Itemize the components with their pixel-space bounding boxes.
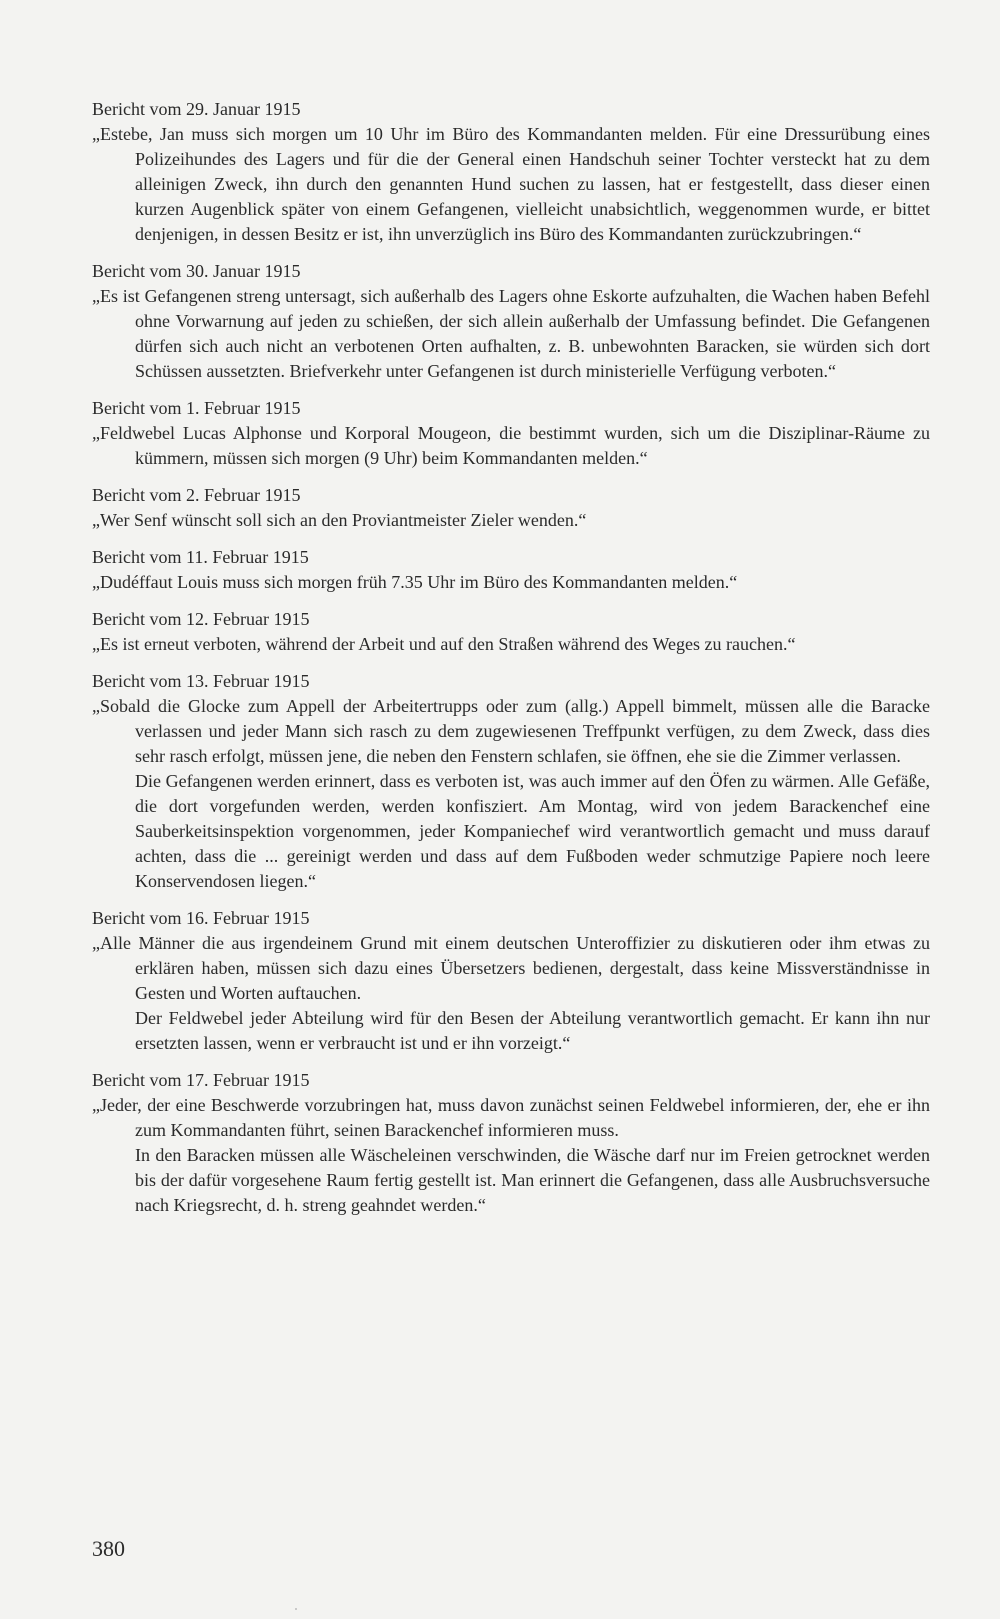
report-text: „Es ist Gefangenen streng untersagt, sich außerhalb des Lagers ohne Eskorte aufzuhalten, die Wachen haben Befehl ohne Vorwarnung auf jeden zu schießen, der sich allein außerhalb der Umfassung befindet. Die Gefangenen dürfen sich auch nicht an verbotenen Orten aufhalten, z. B. unbewohnten Baracken, sie würden sich dort Schüssen aussetzten. Briefverkehr unter Gefangenen ist durch ministerielle Verfügung verboten.“ <box>92 286 930 381</box>
report-heading: Bericht vom 30. Januar 1915 <box>92 261 301 281</box>
report-text: „Dudéffaut Louis muss sich morgen früh 7.35 Uhr im Büro des Kommandanten melden.“ <box>92 572 738 592</box>
report-text: „Sobald die Glocke zum Appell der Arbeitertrupps oder zum (allg.) Appell bimmelt, müssen alle die Baracke verlassen und jeder Mann sich rasch zu dem zugewiesenen Treffpunkt verfügen, zu dem Zweck, dass dies sehr rasch erfolgt, müssen jene, die neben den Fenstern schlafen, sie öffnen, ehe sie die Zimmer verlassen. <box>92 696 930 766</box>
report-text: „Alle Männer die aus irgendeinem Grund mit einem deutschen Unteroffizier zu diskutieren oder ihm etwas zu erklären haben, müssen sich dazu eines Übersetzers bedienen, dergestalt, dass keine Missverständnisse in Gesten und Worten auftauchen. <box>92 933 930 1003</box>
report-entry <box>92 607 930 657</box>
report-heading: Bericht vom 29. Januar 1915 <box>92 99 301 119</box>
report-text: „Wer Senf wünscht soll sich an den Proviantmeister Zieler wenden.“ <box>92 510 587 530</box>
report-entry <box>92 483 930 533</box>
report-text: „Es ist erneut verboten, während der Arbeit und auf den Straßen während des Weges zu rauchen.“ <box>92 634 796 654</box>
report-heading: Bericht vom 12. Februar 1915 <box>92 609 310 629</box>
scan-speck <box>295 1608 297 1610</box>
report-entry <box>92 396 930 471</box>
page-number: 380 <box>92 1536 125 1561</box>
report-entry <box>92 906 930 1056</box>
report-text: „Feldwebel Lucas Alphonse und Korporal Mougeon, die bestimmt wurden, sich um die Disziplinar-Räume zu kümmern, müssen sich morgen (9 Uhr) beim Kommandanten melden.“ <box>92 423 930 468</box>
report-entry <box>92 669 930 894</box>
report-text: In den Baracken müssen alle Wäscheleinen verschwinden, die Wäsche darf nur im Freien getrocknet werden bis der dafür vorgesehene Raum fertig gestellt ist. Man erinnert die Gefangenen, dass alle Ausbruchsversuche nach Kriegsrecht, d. h. streng geahndet werden.“ <box>135 1145 930 1215</box>
report-heading: Bericht vom 13. Februar 1915 <box>92 671 310 691</box>
report-heading: Bericht vom 2. Februar 1915 <box>92 485 301 505</box>
report-heading: Bericht vom 17. Februar 1915 <box>92 1070 310 1090</box>
report-entry <box>92 1068 930 1218</box>
report-text: „Estebe, Jan muss sich morgen um 10 Uhr im Büro des Kommandanten melden. Für eine Dressurübung eines Polizeihundes des Lagers und für die der General einen Handschuh seiner Tochter versteckt hat zu dem alleinigen Zweck, ihn durch den genannten Hund suchen zu lassen, hat er festgestellt, dass dieser einen kurzen Augenblick später von einem Gefangenen, vielleicht unabsichtlich, weggenommen wurde, er bittet denjenigen, in dessen Besitz er ist, ihn unverzüglich ins Büro des Kommandanten zurückzubringen.“ <box>92 124 930 244</box>
report-heading: Bericht vom 16. Februar 1915 <box>92 908 310 928</box>
report-entry <box>92 97 930 247</box>
report-heading: Bericht vom 1. Februar 1915 <box>92 398 301 418</box>
report-entry <box>92 545 930 595</box>
report-entry <box>92 259 930 384</box>
report-text: „Jeder, der eine Beschwerde vorzubringen hat, muss davon zunächst seinen Feldwebel informieren, der, ehe er ihn zum Kommandanten führt, seinen Barackenchef informieren muss. <box>92 1095 930 1140</box>
report-text: Der Feldwebel jeder Abteilung wird für den Besen der Abteilung verantwortlich gemacht. Er kann ihn nur ersetzten lassen, wenn er verbraucht ist und er ihn vorzeigt.“ <box>135 1008 930 1053</box>
report-heading: Bericht vom 11. Februar 1915 <box>92 547 309 567</box>
page-body <box>92 97 930 1230</box>
report-text: Die Gefangenen werden erinnert, dass es verboten ist, was auch immer auf den Öfen zu wärmen. Alle Gefäße, die dort vorgefunden werden, werden konfisziert. Am Montag, wird von jedem Barackenchef eine Sauberkeitsinspektion vorgenommen, jeder Kompaniechef wird verantwortlich gemacht und muss darauf achten, dass die ... gereinigt werden und dass auf dem Fußboden weder schmutzige Papiere noch leere Konservendosen liegen.“ <box>135 771 930 891</box>
